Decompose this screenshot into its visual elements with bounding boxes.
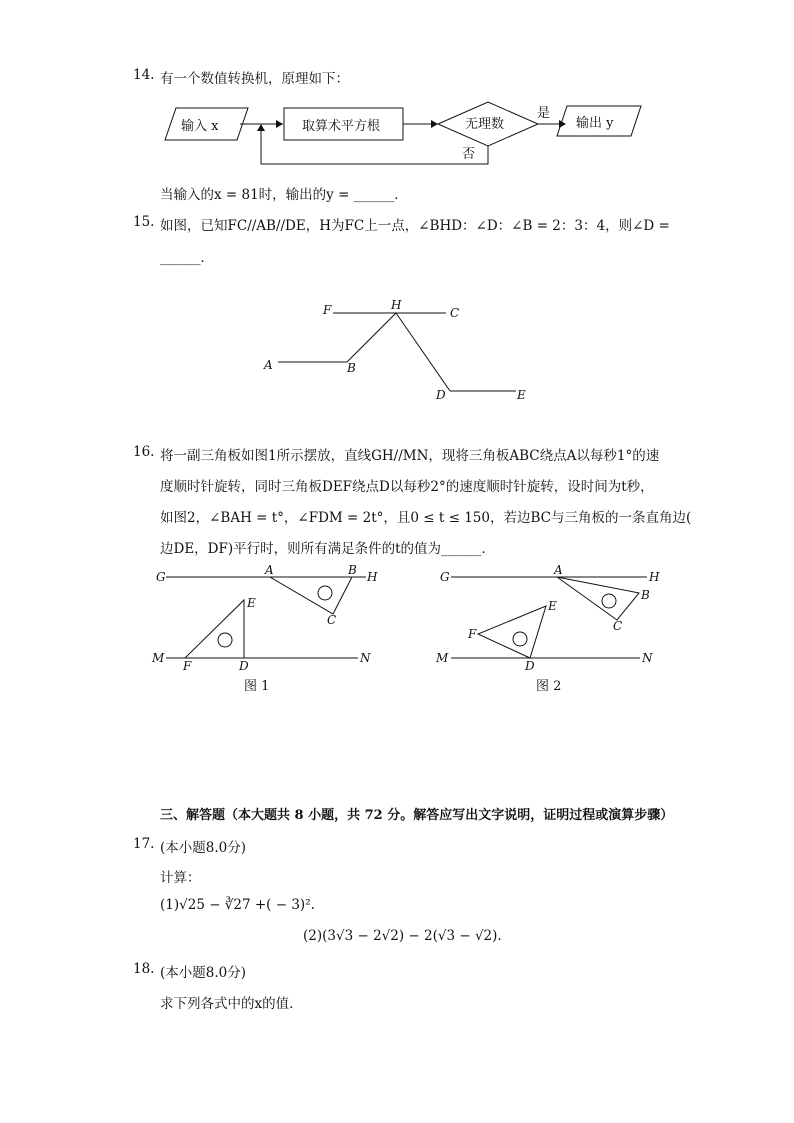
q17-part1: (1)√25 − ∛27 +( − 3)². [160, 897, 315, 913]
flow-no-label: 否 [462, 147, 476, 162]
section3-heading: 三、解答题（本大题共 8 小题，共 72 分。解答应写出文字说明，证明过程或演算步骤） [160, 808, 674, 823]
fig2-label-H: H [649, 570, 660, 584]
fig1-caption: 图 1 [244, 679, 270, 694]
q15-line1: 如图，已知FC//AB//DE，H为FC上一点，∠BHD：∠D：∠B = 2：3：4，则∠D = [160, 218, 670, 234]
fig1-label-G: G [156, 570, 166, 584]
q16-number: 16. [133, 444, 155, 460]
q15-label-F: F [323, 303, 332, 317]
fig2-caption: 图 2 [536, 679, 562, 694]
fig2-label-M: M [436, 651, 449, 665]
fig1-label-E: E [247, 596, 256, 610]
q16-line3: 如图2，∠BAH = t°，∠FDM = 2t°，且0 ≤ t ≤ 150，若边BC与三角板的一条直角边( [160, 510, 692, 526]
fig2-label-G: G [440, 570, 450, 584]
q14-stem: 有一个数值转换机，原理如下： [160, 71, 349, 87]
fig1-label-M: M [152, 651, 165, 665]
q15-label-A: A [264, 358, 273, 372]
fig1-label-N: N [360, 651, 371, 665]
q15-label-C: C [450, 306, 460, 320]
fig1-label-A: A [265, 563, 274, 577]
q17-points: (本小题8.0分) [160, 840, 247, 856]
fig2-label-F: F [468, 627, 477, 641]
q17-number: 17. [133, 836, 155, 852]
q15-label-E: E [517, 388, 526, 402]
q15-label-B: B [347, 361, 356, 375]
flow-sqrt-label: 取算术平方根 [302, 119, 381, 134]
flow-output-label: 输出 y [576, 116, 614, 131]
fig2-label-N: N [642, 651, 653, 665]
q16-line4: 边DE，DF)平行时，则所有满足条件的t的值为______． [160, 541, 496, 557]
q15-line2: ______． [160, 250, 214, 266]
fig1-label-C: C [327, 613, 337, 627]
q18-instruction: 求下列各式中的x的值． [160, 996, 303, 1012]
flow-yes-label: 是 [537, 106, 551, 121]
q17-instruction: 计算： [160, 870, 201, 886]
q18-points: (本小题8.0分) [160, 965, 247, 981]
fig2-label-D: D [525, 659, 535, 673]
fig1-label-D: D [239, 659, 249, 673]
fig2-label-C: C [613, 619, 623, 633]
q15-number: 15. [133, 214, 155, 230]
q16-line1: 将一副三角板如图1所示摆放，直线GH//MN，现将三角板ABC绕点A以每秒1°的速 [160, 448, 660, 464]
flow-input-label: 输入 x [181, 119, 219, 134]
q14-answer-line: 当输入的x = 81时，输出的y = ______． [160, 187, 408, 203]
q17-part2: (2)(3√3 − 2√2) − 2(√3 − √2). [303, 928, 502, 944]
q16-line2: 度顺时针旋转，同时三角板DEF绕点D以每秒2°的速度顺时针旋转，设时间为t秒， [160, 479, 654, 495]
fig2-label-E: E [548, 599, 557, 613]
flow-decision-label: 无理数 [465, 117, 505, 132]
fig2-label-B: B [641, 588, 650, 602]
fig1-label-B: B [348, 563, 357, 577]
q15-label-D: D [436, 388, 446, 402]
q15-label-H: H [391, 298, 402, 312]
fig2-label-A: A [554, 563, 563, 577]
fig1-label-F: F [183, 659, 192, 673]
q14-number: 14. [133, 67, 155, 83]
fig1-label-H: H [367, 570, 378, 584]
q18-number: 18. [133, 961, 155, 977]
